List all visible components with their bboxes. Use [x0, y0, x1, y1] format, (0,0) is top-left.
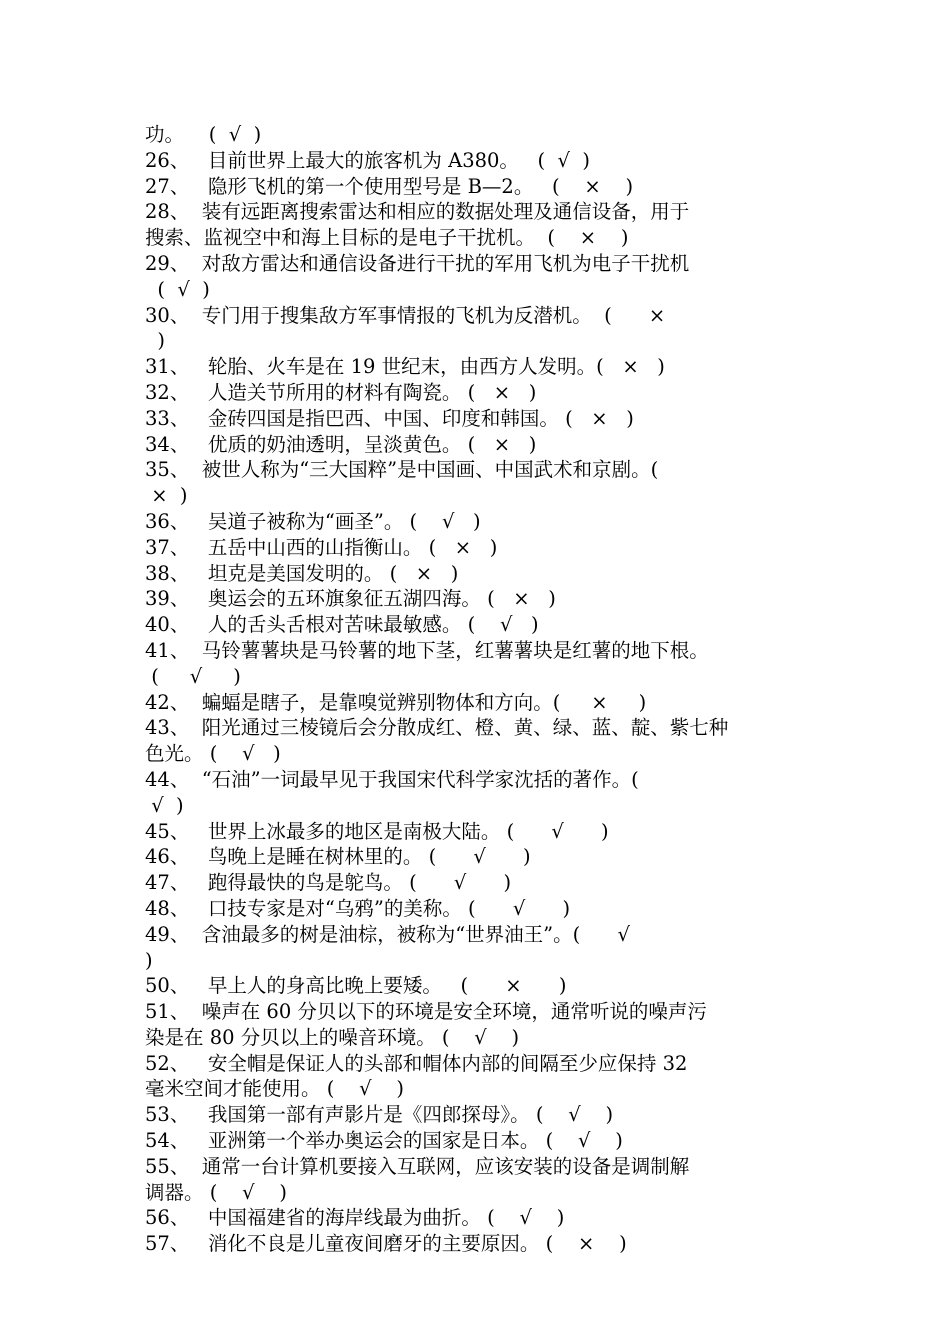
question-46: 46、 鸟晚上是睡在树林里的。 ( √ ) [145, 845, 531, 869]
text-line: 毫米空间才能使用。 ( √ ) [145, 1077, 404, 1101]
text-line: 功。 ( √ ) [145, 123, 262, 146]
question-57: 57、 消化不良是儿童夜间磨牙的主要原因。 ( × ) [145, 1232, 627, 1256]
question-33: 33、 金砖四国是指巴西、中国、印度和韩国。 ( × ) [145, 406, 634, 430]
question-31: 31、 轮胎、火车是在 19 世纪末，由西方人发明。( × ) [145, 355, 665, 379]
text-line: 调器。 ( √ ) [145, 1180, 287, 1204]
question-54: 54、 亚洲第一个举办奥运会的国家是日本。 ( √ ) [145, 1129, 623, 1153]
question-43: 43、 阳光通过三棱镜后会分散成红、橙、黄、绿、蓝、靛、紫七种 [145, 716, 729, 740]
question-40: 40、 人的舌头舌根对苦味最敏感。 ( √ ) [145, 613, 539, 637]
question-42: 42、 蝙蝠是瞎子，是靠嗅觉辨别物体和方向。( × ) [145, 690, 647, 714]
question-34: 34、 优质的奶油透明，呈淡黄色。 ( × ) [145, 432, 537, 456]
question-48: 48、 口技专家是对“乌鸦”的美称。 ( √ ) [145, 896, 571, 920]
text-line: √ ) [145, 793, 184, 817]
question-30: 30、 专门用于搜集敌方军事情报的飞机为反潜机。 ( × [145, 303, 666, 327]
question-44: 44、 “石油”一词最早见于我国宋代科学家沈括的著作。( [145, 767, 639, 791]
question-27: 27、 隐形飞机的第一个使用型号是 B—2。 ( × ) [145, 174, 634, 198]
text-line: 染是在 80 分贝以上的噪音环境。 ( √ ) [145, 1025, 520, 1049]
text-line: ( √ ) [145, 664, 241, 688]
text-line: ) [145, 948, 153, 972]
question-38: 38、 坦克是美国发明的。 ( × ) [145, 561, 459, 585]
question-49: 49、 含油最多的树是油棕，被称为“世界油王”。( √ [145, 922, 630, 946]
question-32: 32、 人造关节所用的材料有陶瓷。 ( × ) [145, 380, 537, 404]
question-26: 26、 目前世界上最大的旅客机为 A380。 ( √ ) [145, 148, 590, 172]
question-47: 47、 跑得最快的鸟是鸵鸟。 ( √ ) [145, 871, 512, 895]
question-36: 36、 吴道子被称为“画圣”。 ( √ ) [145, 509, 481, 533]
text-line: 色光。 ( √ ) [145, 742, 281, 766]
question-35: 35、 被世人称为“三大国粹”是中国画、中国武术和京剧。( [145, 458, 659, 482]
question-39: 39、 奥运会的五环旗象征五湖四海。 ( × ) [145, 587, 556, 611]
question-52: 52、 安全帽是保证人的头部和帽体内部的间隔至少应保持 32 [145, 1051, 688, 1075]
question-50: 50、 早上人的身高比晚上要矮。 ( × ) [145, 974, 567, 998]
question-41: 41、 马铃薯薯块是马铃薯的地下茎，红薯薯块是红薯的地下根。 [145, 638, 709, 662]
question-51: 51、 噪声在 60 分贝以下的环境是安全环境，通常听说的噪声污 [145, 1000, 707, 1024]
text-line: × ) [145, 484, 188, 508]
question-29: 29、 对敌方雷达和通信设备进行干扰的军用飞机为电子干扰机 [145, 251, 690, 275]
text-line: ) [145, 329, 166, 353]
question-55: 55、 通常一台计算机要接入互联网，应该安装的设备是调制解 [145, 1154, 690, 1178]
question-28: 28、 装有远距离搜索雷达和相应的数据处理及通信设备，用于 [145, 200, 690, 224]
question-56: 56、 中国福建省的海岸线最为曲折。 ( √ ) [145, 1206, 565, 1230]
question-37: 37、 五岳中山西的山指衡山。 ( × ) [145, 535, 498, 559]
question-45: 45、 世界上冰最多的地区是南极大陆。 ( √ ) [145, 819, 609, 843]
text-line: 搜索、监视空中和海上目标的是电子干扰机。 ( × ) [145, 226, 629, 250]
text-line: ( √ ) [145, 277, 210, 301]
document-page [145, 122, 825, 1257]
question-53: 53、 我国第一部有声影片是《四郎探母》。 ( √ ) [145, 1103, 614, 1127]
